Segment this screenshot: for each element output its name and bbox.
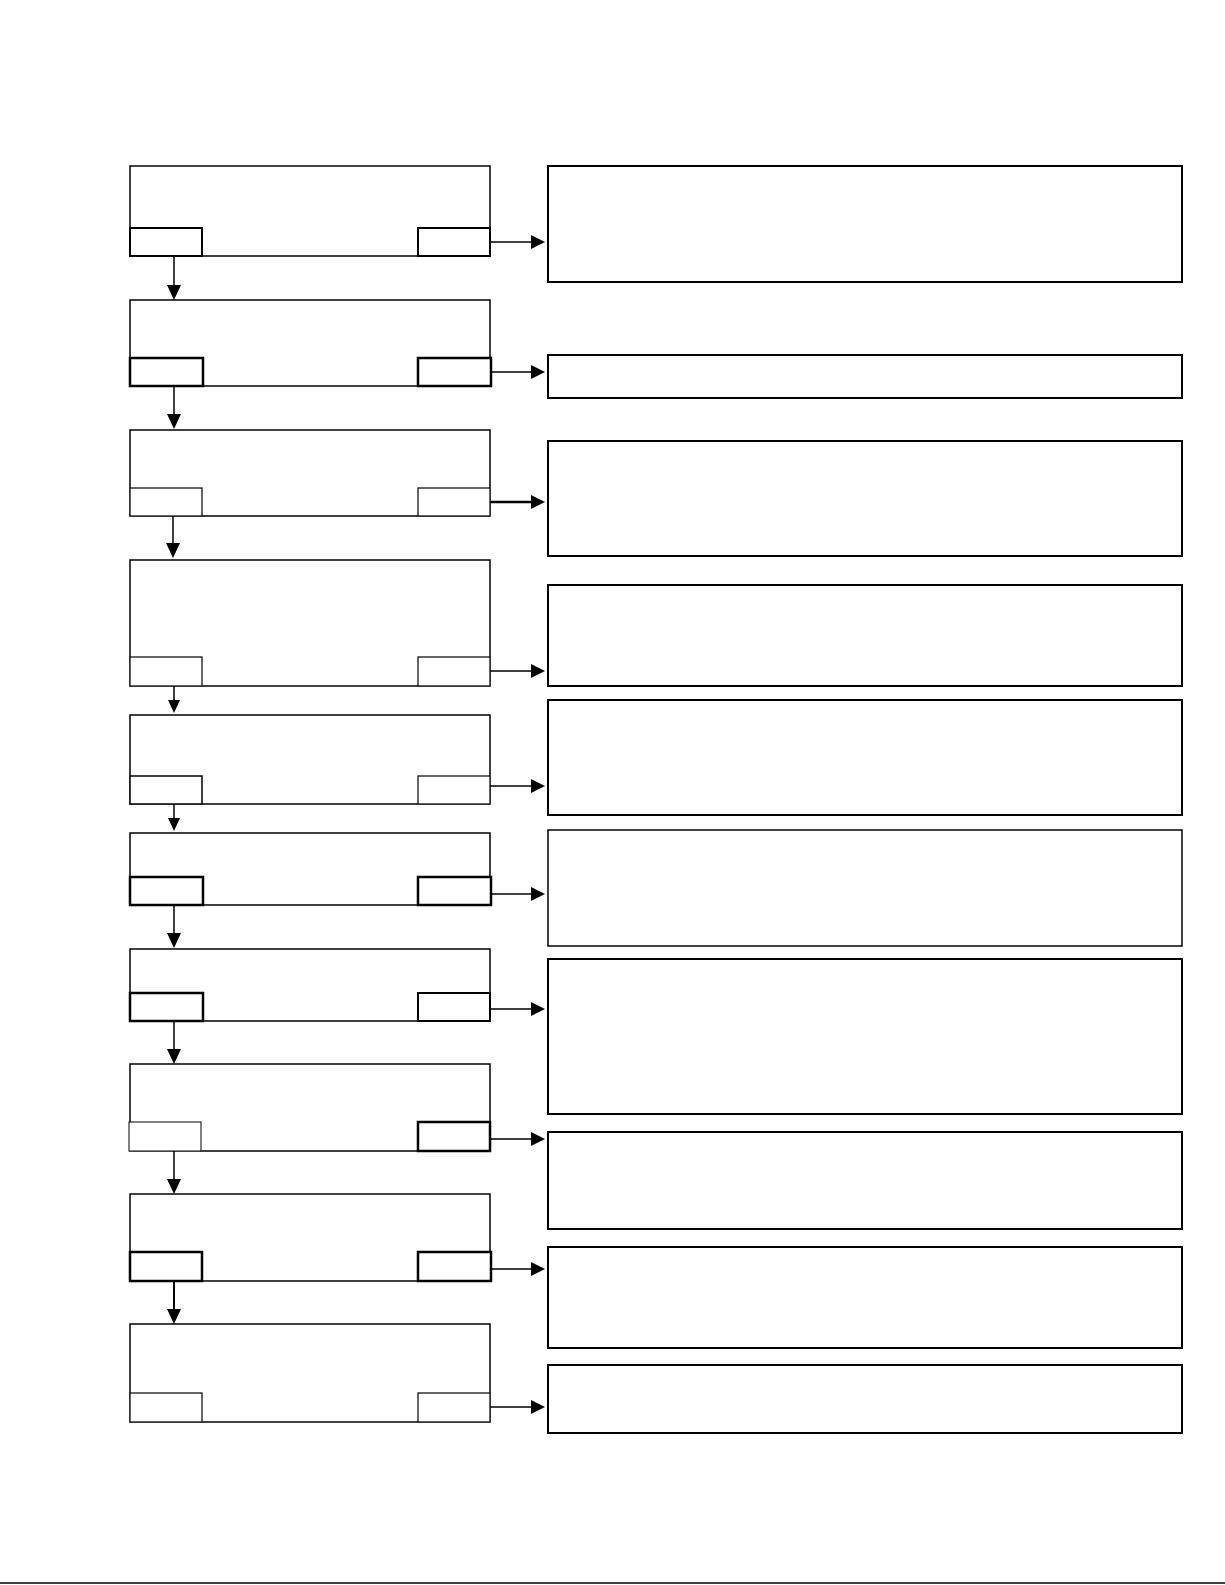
- yes-branch-box: [418, 1393, 490, 1422]
- action-box: [548, 585, 1182, 686]
- action-box: [548, 441, 1182, 556]
- arrow-right-icon: [531, 1400, 545, 1414]
- yes-branch-box: [418, 657, 490, 686]
- step-9: [130, 1194, 491, 1281]
- action-3: [548, 441, 1182, 556]
- action-8: [548, 1132, 1182, 1229]
- no-branch-box: [130, 776, 202, 804]
- arrow-right-icon: [531, 887, 545, 901]
- arrow-down-icon: [168, 818, 180, 831]
- step-1: [130, 166, 490, 256]
- no-branch-box: [130, 1252, 202, 1281]
- action-box: [548, 1247, 1182, 1348]
- action-box: [548, 700, 1182, 815]
- action-2: [548, 355, 1182, 398]
- action-9: [548, 1247, 1182, 1348]
- yes-branch-box: [418, 228, 490, 256]
- yes-branch-box: [418, 488, 490, 516]
- step-8: [129, 1064, 490, 1151]
- no-branch-box: [129, 1122, 201, 1151]
- arrow-right-icon: [531, 365, 545, 379]
- step-10: [130, 1324, 490, 1422]
- arrow-right-icon: [531, 779, 545, 793]
- step-3: [130, 430, 490, 516]
- arrow-right-icon: [531, 1262, 545, 1276]
- step-6: [130, 833, 491, 905]
- step-5: [130, 715, 490, 804]
- action-box: [548, 355, 1182, 398]
- action-1: [548, 166, 1182, 282]
- action-box: [548, 166, 1182, 282]
- arrow-down-icon: [167, 285, 181, 300]
- no-branch-box: [130, 877, 203, 905]
- action-5: [548, 700, 1182, 815]
- yes-branch-box: [418, 358, 491, 386]
- step-2: [130, 300, 491, 386]
- arrow-right-icon: [531, 495, 545, 509]
- action-7: [548, 959, 1182, 1114]
- yes-branch-box: [418, 993, 490, 1021]
- arrow-down-icon: [167, 1179, 181, 1194]
- arrow-down-icon: [167, 414, 181, 429]
- arrow-down-icon: [167, 1049, 181, 1064]
- yes-branch-box: [418, 1252, 491, 1281]
- arrow-down-icon: [168, 700, 180, 713]
- no-branch-box: [130, 228, 202, 256]
- arrow-right-icon: [531, 1002, 545, 1016]
- arrow-down-icon: [166, 543, 180, 558]
- step-7: [130, 949, 490, 1021]
- yes-branch-box: [418, 877, 491, 905]
- arrow-right-icon: [531, 235, 545, 249]
- no-branch-box: [130, 358, 203, 386]
- action-box: [548, 1132, 1182, 1229]
- no-branch-box: [130, 993, 203, 1021]
- step-4: [130, 560, 490, 686]
- arrow-right-icon: [531, 1132, 545, 1146]
- yes-branch-box: [418, 1122, 490, 1151]
- yes-branch-box: [418, 776, 490, 804]
- arrow-down-icon: [167, 933, 181, 948]
- action-4: [548, 585, 1182, 686]
- no-branch-box: [130, 657, 202, 686]
- action-box: [548, 1365, 1182, 1433]
- action-10: [548, 1365, 1182, 1433]
- arrow-right-icon: [531, 664, 545, 678]
- action-box: [548, 959, 1182, 1114]
- action-6: [548, 830, 1182, 946]
- no-branch-box: [130, 488, 202, 516]
- no-branch-box: [130, 1393, 202, 1422]
- action-box: [548, 830, 1182, 946]
- arrow-down-icon: [167, 1309, 181, 1324]
